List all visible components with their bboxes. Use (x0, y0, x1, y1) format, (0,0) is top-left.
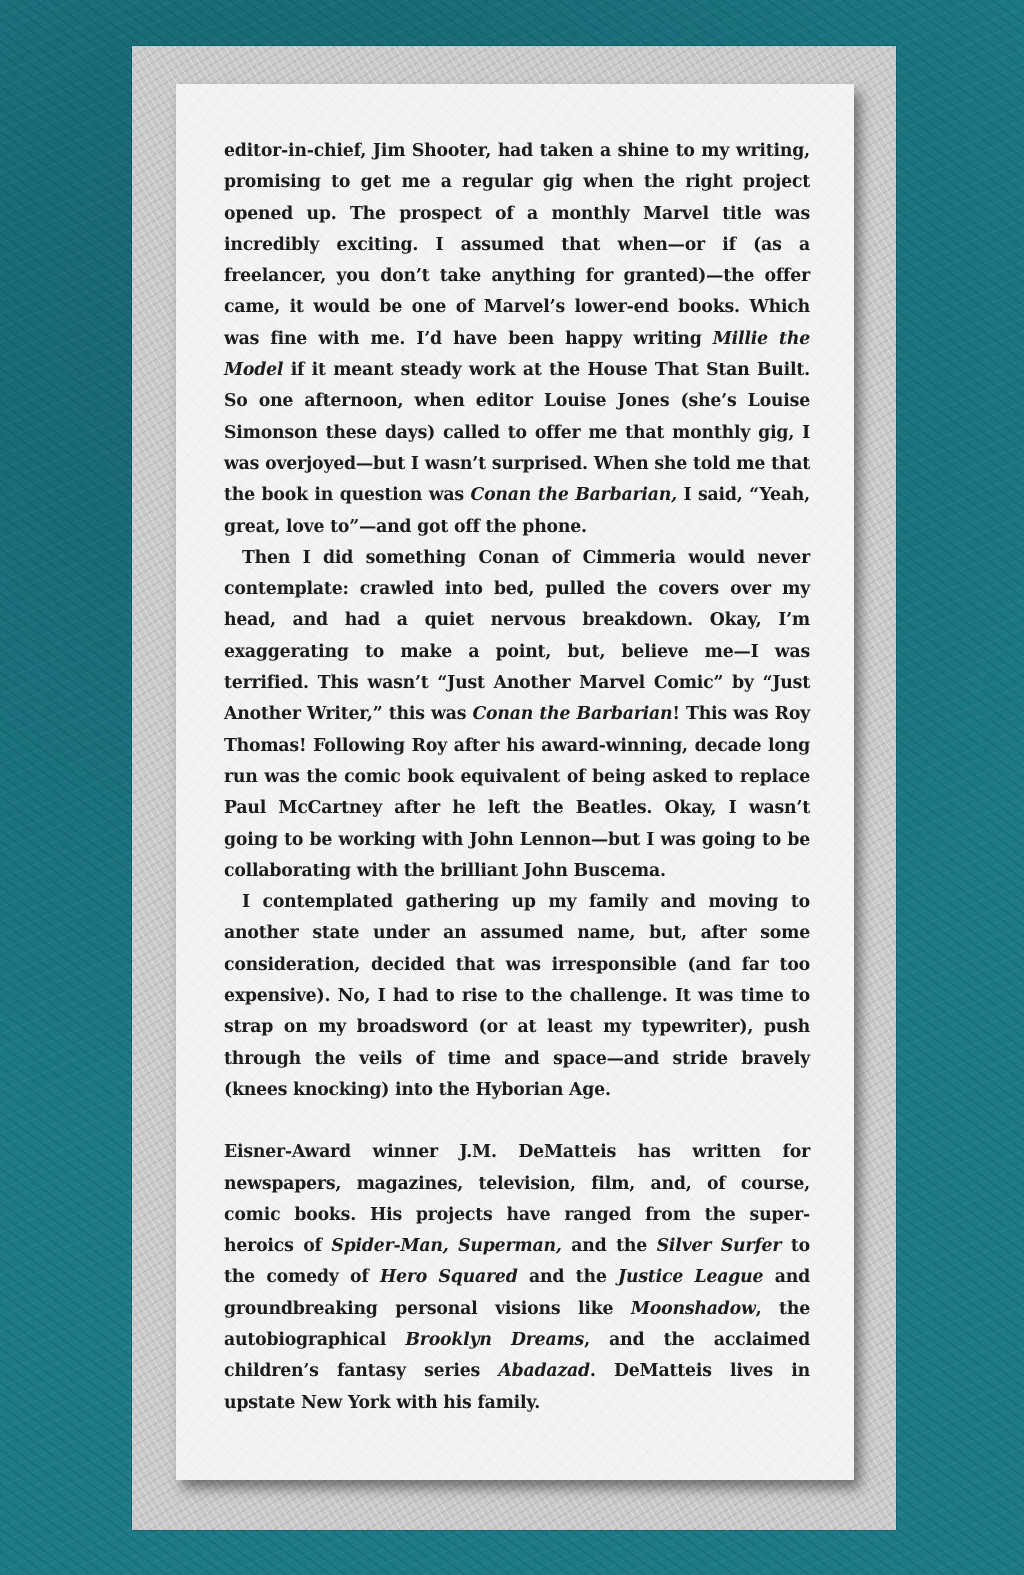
text-run: , the autobiographical (224, 1298, 811, 1350)
text-run: I contemplated gathering up my family and moving to another state under an assumed name, but, after some consideration, decided that was irresponsible (and far too expensive). No, I had to rise to the challenge. It was time to strap on my broadsword (or at least my typewriter), push through the veils of time and space—and stride bravely (knees knocking) into the Hyborian Age. (224, 892, 810, 1100)
article-body (224, 136, 810, 1419)
text-run: and the (561, 1236, 657, 1257)
title-brooklyn-dreams: Brooklyn Dreams (405, 1329, 585, 1350)
text-run: and the (517, 1267, 619, 1288)
author-bio (224, 1137, 810, 1419)
title-silver-surfer: Silver Surfer (656, 1236, 782, 1257)
title-millie-the-model: Millie the Model (224, 328, 810, 381)
title-superman: Superman, (458, 1236, 562, 1257)
text-run: , and the acclaimed children’s fantasy series (224, 1329, 810, 1382)
text-run: . DeMatteis lives in upstate New York with his family. (224, 1361, 811, 1413)
title-hero-squared: Hero Squared (379, 1267, 518, 1288)
text-run: to the comedy of (224, 1236, 810, 1288)
title-abadazad: Abadazad (498, 1361, 590, 1382)
text-run: I said, “Yeah, great, love to”—and got off the phone. (224, 485, 810, 537)
text-run: Eisner-Award winner J.M. DeMatteis has written for newspapers, magazines, television, film, and, of course, comic books. His projects have ranged from the super-heroics of (224, 1142, 810, 1257)
title-spider-man: Spider-Man, (331, 1236, 449, 1257)
title-moonshadow: Moonshadow (630, 1298, 756, 1319)
text-run: editor-in-chief, Jim Shooter, had taken a shine to my writing, promising to get me a regular gig when the right project opened up. The prospect of a monthly Marvel title was incredibly exciting. I assumed that when—or if (as a freelancer, you don’t take anything for granted)—the offer came, it would be one of Marvel’s lower-end books. Which was fine with me. I’d have been happy writing (224, 141, 810, 349)
paragraph-2 (224, 543, 810, 887)
title-conan-the-barbarian: Conan the Barbarian, (470, 485, 677, 506)
title-justice-league: Justice League (618, 1267, 764, 1288)
text-run (449, 1236, 459, 1256)
title-conan-the-barbarian: Conan the Barbarian (472, 704, 673, 725)
text-run: and groundbreaking personal visions like (224, 1267, 810, 1319)
text-run: ! This was Roy Thomas! Following Roy after his award-winning, decade long run was the comic book equivalent of being asked to replace Paul McCartney after he left the Beatles. Okay, I wasn’t going to be working with John Lennon—but I was going to be collaborating with the brilliant John Buscema. (224, 704, 810, 881)
text-run: if it meant steady work at the House That Stan Built. So one afternoon, when editor Louise Jones (she’s Louise Simonson these days) called to offer me that monthly gig, I was overjoyed—but I wasn’t surprised. When she told me that the book in question was (224, 360, 810, 506)
paragraph-3 (224, 887, 810, 1106)
paragraph-1 (224, 136, 810, 543)
text-run: Then I did something Conan of Cimmeria would never contemplate: crawled into bed, pulled the covers over my head, and had a quiet nervous breakdown. Okay, I’m exaggerating to make a point, but, believe me—I was terrified. This wasn’t “Just Another Marvel Comic” by “Just Another Writer,” this was (224, 547, 810, 725)
